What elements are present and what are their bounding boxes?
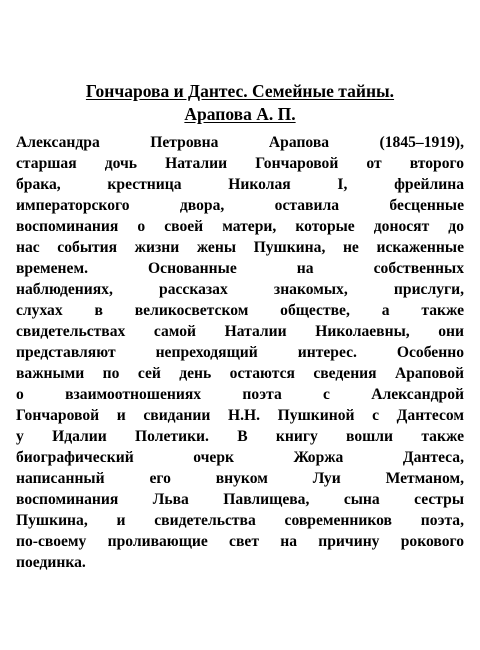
- title-line-2: Арапова А. П.: [184, 104, 296, 124]
- document-title: [40, 80, 440, 126]
- text-line: наблюдениях, рассказах знакомых, прислуги,: [16, 281, 464, 298]
- text-line: представляют непреходящий интерес. Особенно: [16, 344, 464, 361]
- text-line: Пушкина, и свидетельства современников поэта,: [16, 512, 464, 529]
- text-line: императорского двора, оставила бесценные: [16, 197, 464, 214]
- text-line: биографический очерк Жоржа Дантеса,: [16, 449, 464, 466]
- text-line: у Идалии Полетики. В книгу вошли также: [16, 428, 464, 445]
- text-line: важными по сей день остаются сведения Араповой: [16, 365, 464, 382]
- text-line: о взаимоотношениях поэта с Александрой: [16, 386, 464, 403]
- title-line-1: Гончарова и Дантес. Семейные тайны.: [85, 81, 395, 101]
- text-line: Гончаровой и свидании Н.Н. Пушкиной с Дантесом: [16, 407, 464, 424]
- text-line: написанный его внуком Луи Метманом,: [16, 470, 464, 487]
- text-line: временем. Основанные на собственных: [16, 260, 464, 277]
- text-line: по-своему проливающие свет на причину рокового: [16, 533, 464, 550]
- text-line: поединка.: [16, 554, 86, 571]
- text-line: старшая дочь Наталии Гончаровой от второго: [16, 155, 464, 172]
- text-line: воспоминания о своей матери, которые доносят до: [16, 218, 464, 235]
- text-line: воспоминания Льва Павлищева, сына сестры: [16, 491, 464, 508]
- book-description: [16, 132, 464, 573]
- text-line: слухах в великосветском обществе, а также: [16, 302, 464, 319]
- text-line: брака, крестница Николая I, фрейлина: [16, 176, 464, 193]
- text-line: Александра Петровна Арапова (1845–1919),: [16, 134, 464, 151]
- text-line: свидетельствах самой Наталии Николаевны, они: [16, 323, 464, 340]
- text-line: нас события жизни жены Пушкина, не искаженные: [16, 239, 464, 256]
